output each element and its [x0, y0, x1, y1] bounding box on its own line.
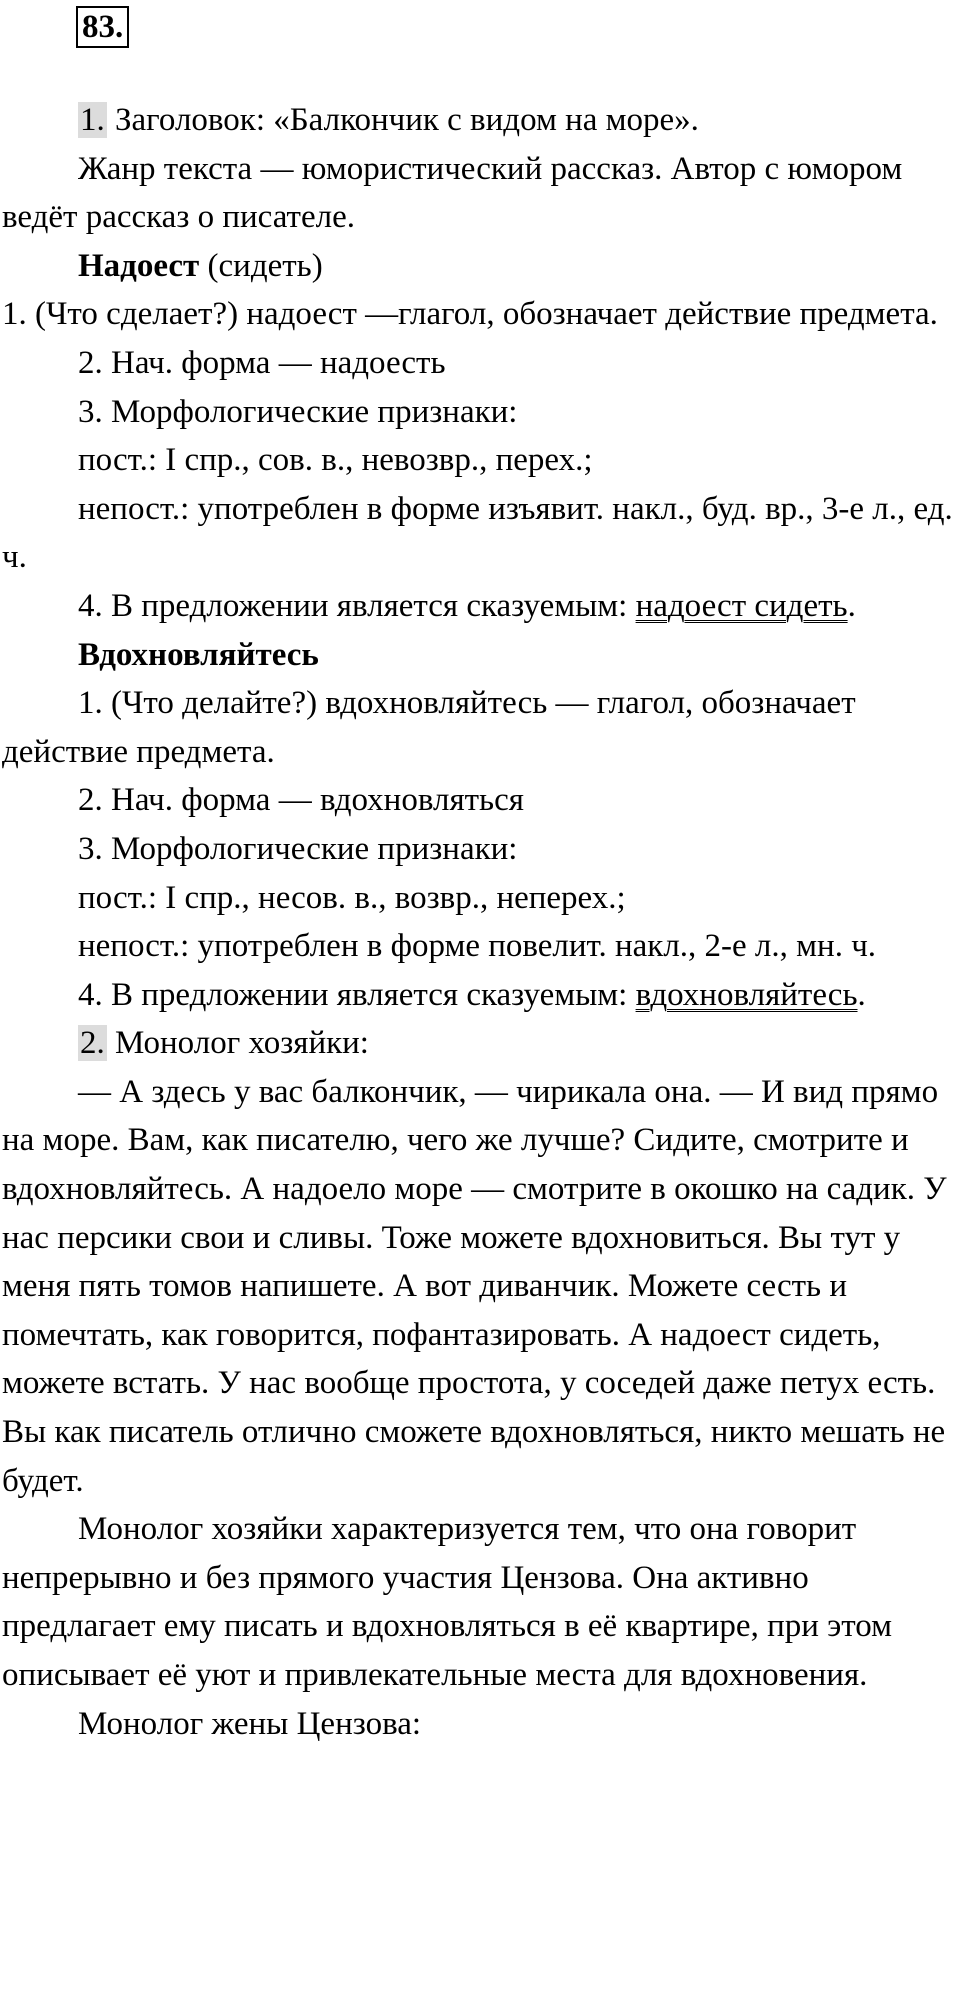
word2-item-6 — [2, 971, 957, 1020]
part1-heading — [2, 96, 957, 145]
part1-heading-text: Заголовок: «Балкончик с видом на море». — [106, 102, 699, 138]
word2-item-6-prefix: 4. В предложении является сказуемым: — [78, 976, 636, 1013]
word1-item-2: 2. Нач. форма — надоесть — [78, 344, 446, 381]
word2-item-5: непост.: употреблен в форме повелит. накл., 2-е л., мн. ч. — [78, 928, 877, 965]
word2-item-6-suffix: . — [857, 976, 866, 1013]
word2-item-2: 2. Нач. форма — вдохновляться — [78, 782, 524, 819]
word1-item-6-prefix: 4. В предложении является сказуемым: — [78, 587, 636, 624]
word1-predicate: надоест сидеть — [635, 587, 848, 624]
part1-marker: 1. — [80, 102, 105, 138]
word2-item-1: 1. (Что делайте?) вдохновляйтесь — глагол, обозначает действие предмета. — [2, 685, 856, 770]
word1-title-note: (сидеть) — [199, 247, 323, 284]
word2-predicate: вдохновляйтесь — [635, 976, 858, 1013]
word1-item-3: 3. Морфологические признаки: — [78, 393, 518, 430]
word2-item-3: 3. Морфологические признаки: — [78, 830, 518, 867]
word1-title: Надоест — [78, 247, 200, 284]
word1-item-4: пост.: I спр., сов. в., невозвр., перех.; — [78, 442, 593, 479]
word2-heading — [2, 631, 957, 680]
part2-heading — [2, 1019, 957, 1068]
document-body — [2, 96, 957, 1748]
next-heading: Монолог жены Цензова: — [78, 1705, 422, 1742]
part2-marker: 2. — [80, 1025, 105, 1062]
genre-paragraph: Жанр текста — юмористический рассказ. Автор с юмором ведёт рассказ о писателе. — [2, 150, 903, 236]
word1-item-6-suffix: . — [847, 587, 856, 624]
monologue-paragraph: — А здесь у вас балкончик, — чирикала она. — И вид прямо на море. Вам, как писателю, чего же лучше? Сидите, смотрите и вдохновляйтесь. А надоело море — смотрите в окошко на садик. У нас персики свои и сливы. Тоже можете вдохновиться. Вы тут у меня пять томов напишете. А вот диванчик. Можете сесть и помечтать, как говорится, пофантазировать. А надоест сидеть, можете встать. У нас вообще простота, у соседей даже петух есть. Вы как писатель отлично сможете вдохновляться, никто мешать не будет. — [2, 1073, 947, 1499]
word1-item-6 — [2, 582, 957, 631]
task-number: 83. — [76, 6, 129, 48]
word1-item-1: 1. (Что сделает?) надоест —глагол, обозначает действие предмета. — [2, 296, 938, 333]
word1-item-5: непост.: употреблен в форме изъявит. накл., буд. вр., 3-е л., ед. ч. — [2, 490, 953, 576]
word1-heading — [2, 242, 957, 291]
part2-heading-text: Монолог хозяйки: — [106, 1025, 369, 1062]
word2-title: Вдохновляйтесь — [78, 636, 319, 673]
analysis-paragraph: Монолог хозяйки характеризуется тем, что она говорит непрерывно и без прямого участия Цензова. Она активно предлагает ему писать и вдохновляться в её квартире, при этом описывает её уют и привлекательные места для вдохновения. — [2, 1511, 893, 1693]
word2-item-4: пост.: I спр., несов. в., возвр., неперех.; — [78, 879, 626, 916]
